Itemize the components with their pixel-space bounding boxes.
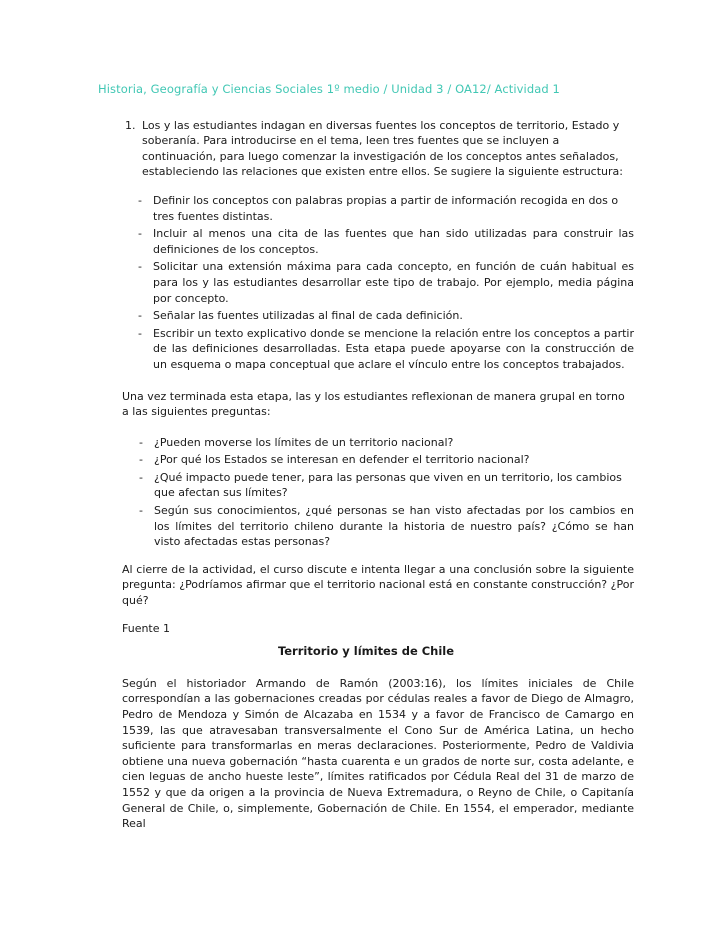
question-item: [139, 435, 634, 451]
bullet-text: Definir los conceptos con palabras propias a partir de información recogida en dos o tres fuentes distintas.: [153, 193, 619, 223]
bullet-text: Escribir un texto explicativo donde se mencione la relación entre los conceptos a partir de las definiciones desarrolladas. Esta etapa puede apoyarse con la construcción de un esquema o mapa conceptual que aclare el vínculo entre los conceptos trabajados.: [153, 326, 634, 371]
bullet-text: Incluir al menos una cita de las fuentes que han sido utilizadas para construir las definiciones de los conceptos.: [153, 227, 634, 256]
bullet-text: Señalar las fuentes utilizadas al final de cada definición.: [153, 309, 463, 323]
question-text: ¿Por qué los Estados se interesan en defender el territorio nacional?: [154, 453, 530, 467]
structure-bullet-list: [138, 193, 634, 373]
page-title: Historia, Geografía y Ciencias Sociales 1º medio / Unidad 3 / OA12/ Actividad 1: [98, 82, 560, 96]
activity-number: 1.: [125, 118, 136, 132]
dash-marker: -: [138, 260, 142, 274]
question-text: Según sus conocimientos, ¿qué personas se han visto afectadas por los cambios en los límites del territorio chileno durante la historia de nuestro país? ¿Cómo se han visto afectadas estas personas?: [154, 504, 634, 549]
question-item: [139, 503, 634, 550]
document-content: [122, 118, 634, 832]
activity-item-1: [122, 118, 634, 373]
dash-marker: -: [138, 309, 142, 323]
bullet-item: [138, 308, 634, 324]
question-item: [139, 452, 634, 468]
question-text: ¿Qué impacto puede tener, para las personas que viven en un territorio, los cambios que afectan sus límites?: [154, 470, 622, 500]
dash-marker: -: [139, 435, 143, 449]
dash-marker: -: [138, 326, 142, 340]
source-label: Fuente 1: [122, 621, 171, 635]
reflection-intro: Una vez terminada esta etapa, las y los estudiantes reflexionan de manera grupal en torno a las siguientes preguntas:: [122, 389, 625, 419]
bullet-item: [138, 326, 634, 373]
dash-marker: -: [138, 227, 142, 241]
dash-marker: -: [138, 193, 142, 207]
dash-marker: -: [139, 470, 143, 484]
activity-body: [138, 118, 634, 373]
bullet-item: [138, 193, 634, 224]
question-list: [122, 435, 634, 550]
activity-intro: Los y las estudiantes indagan en diversas fuentes los conceptos de territorio, Estado y soberanía. Para introducirse en el tema, leen tres fuentes que se incluyen a continuación, para luego comenzar la investigación de los conceptos antes señalados, estableciendo las relaciones que existen entre ellos. Se sugiere la siguiente estructura:: [142, 118, 623, 179]
question-item: [139, 470, 634, 501]
source-heading: Territorio y límites de Chile: [277, 644, 455, 659]
dash-marker: -: [139, 504, 143, 518]
closing-paragraph: Al cierre de la actividad, el curso discute e intenta llegar a una conclusión sobre la siguiente pregunta: ¿Podríamos afirmar que el territorio nacional está en constante construcción? ¿Por qué?: [122, 562, 634, 608]
dash-marker: -: [139, 453, 143, 467]
source-body: Según el historiador Armando de Ramón (2003:16), los límites iniciales de Chile correspondían a las gobernaciones creadas por cédulas reales a favor de Diego de Almagro, Pedro de Mendoza y Simón de Alcazaba en 1534 y a favor de Francisco de Camargo en 1539, las que atravesaban transversalmente el Cono Sur de América Latina, un hecho suficiente para transformarlas en meras declaraciones. Posteriormente, Pedro de Valdivia obtiene una nueva gobernación “hasta cuarenta e un grados de norte sur, costa adelante, e cien leguas de ancho hueste leste”, límites ratificados por Cédula Real del 31 de marzo de 1552 y que da origen a la provincia de Nueva Extremadura, o Reyno de Chile, o Capitanía General de Chile, o, simplemente, Gobernación de Chile. En 1554, el emperador, mediante Real: [122, 676, 634, 831]
question-text: ¿Pueden moverse los límites de un territorio nacional?: [154, 435, 454, 449]
bullet-text: Solicitar una extensión máxima para cada concepto, en función de cuán habitual es para los y las estudiantes desarrollar este tipo de trabajo. Por ejemplo, media página por concepto.: [153, 260, 634, 305]
bullet-item: [138, 226, 634, 257]
bullet-item: [138, 259, 634, 306]
